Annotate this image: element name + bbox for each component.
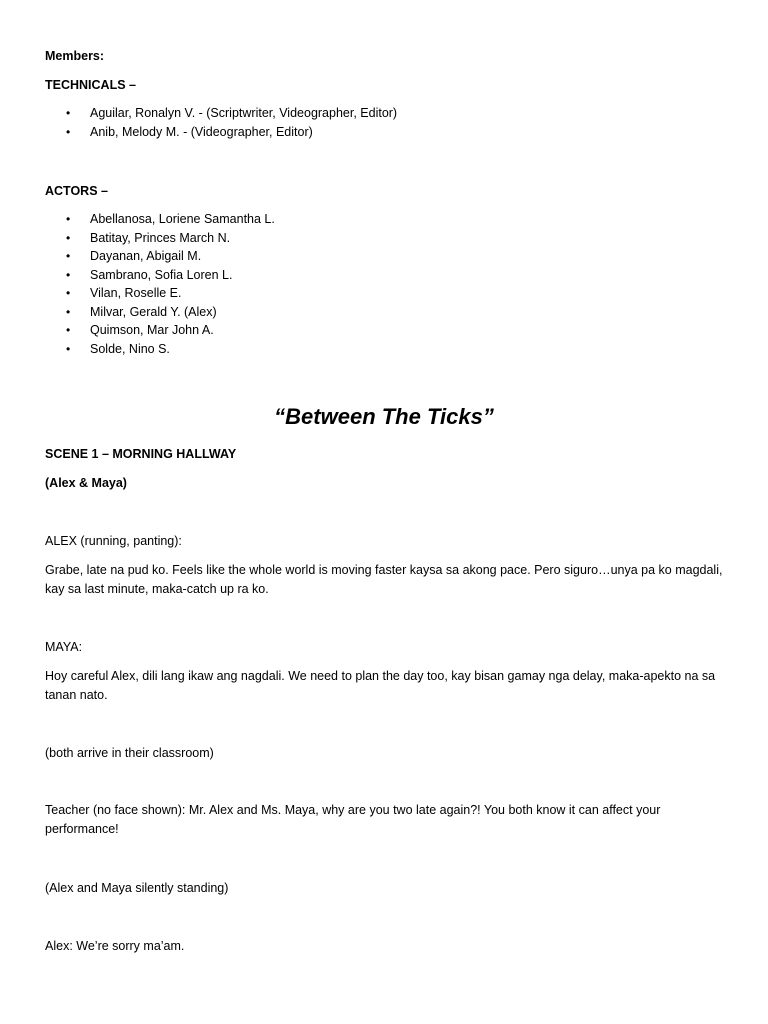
bullet-icon: • [66, 230, 71, 245]
alex-reply: Alex: We’re sorry ma’am. [45, 939, 185, 953]
bullet-icon: • [66, 323, 71, 337]
alex-dialogue: Grabe, late na pud ko. Feels like the whole world is moving faster kaysa sa akong pace. Pero siguro…unya pa ko magdali, kay sa last minute, maka-catch up ra ko. [45, 563, 723, 596]
technicals-heading: TECHNICALS – [45, 78, 136, 92]
actor-member: Milvar, Gerald Y. (Alex) [90, 304, 217, 319]
list-item [45, 266, 275, 285]
actor-member: Vilan, Roselle E. [90, 286, 182, 300]
list-item [45, 104, 397, 123]
maya-dialogue: Hoy careful Alex, dili lang ikaw ang nagdali. We need to plan the day too, kay bisan gamay nga delay, maka-apekto na sa tanan nato. [45, 669, 716, 702]
bullet-icon: • [66, 124, 71, 139]
stage-direction-arrive: (both arrive in their classroom) [45, 746, 214, 760]
actor-member: Abellanosa, Loriene Samantha L. [90, 212, 275, 226]
alex-cue: ALEX (running, panting): [45, 534, 182, 548]
list-item [45, 123, 397, 142]
bullet-icon: • [66, 249, 71, 263]
scene-heading: SCENE 1 – MORNING HALLWAY [45, 447, 237, 461]
bullet-icon: • [66, 304, 71, 319]
bullet-icon: • [66, 106, 71, 120]
actor-member: Quimson, Mar John A. [90, 323, 214, 337]
actor-member: Sambrano, Sofia Loren L. [90, 267, 233, 282]
actor-member: Dayanan, Abigail M. [90, 249, 202, 263]
stage-direction-standing: (Alex and Maya silently standing) [45, 881, 229, 895]
bullet-icon: • [66, 341, 71, 356]
actor-member: Solde, Nino S. [90, 341, 170, 356]
list-item [45, 229, 275, 248]
teacher-dialogue: Teacher (no face shown): Mr. Alex and Ms. Maya, why are you two late again?! You both know it can affect your performance! [45, 803, 661, 836]
technical-member: Anib, Melody M. - (Videographer, Editor) [90, 124, 313, 139]
play-title: “Between The Ticks” [274, 404, 494, 429]
actors-heading: ACTORS – [45, 184, 108, 198]
technicals-list [45, 104, 397, 141]
maya-cue: MAYA: [45, 640, 83, 654]
list-item [45, 247, 275, 266]
actor-member: Batitay, Princes March N. [90, 230, 231, 245]
scene-characters: (Alex & Maya) [45, 476, 127, 490]
technical-member: Aguilar, Ronalyn V. - (Scriptwriter, Videographer, Editor) [90, 106, 398, 120]
list-item [45, 210, 275, 229]
list-item [45, 321, 275, 340]
actors-list [45, 210, 275, 358]
bullet-icon: • [66, 267, 71, 282]
bullet-icon: • [66, 212, 71, 226]
list-item [45, 284, 275, 303]
list-item [45, 340, 275, 359]
list-item [45, 303, 275, 322]
bullet-icon: • [66, 286, 71, 300]
members-label: Members: [45, 49, 105, 63]
